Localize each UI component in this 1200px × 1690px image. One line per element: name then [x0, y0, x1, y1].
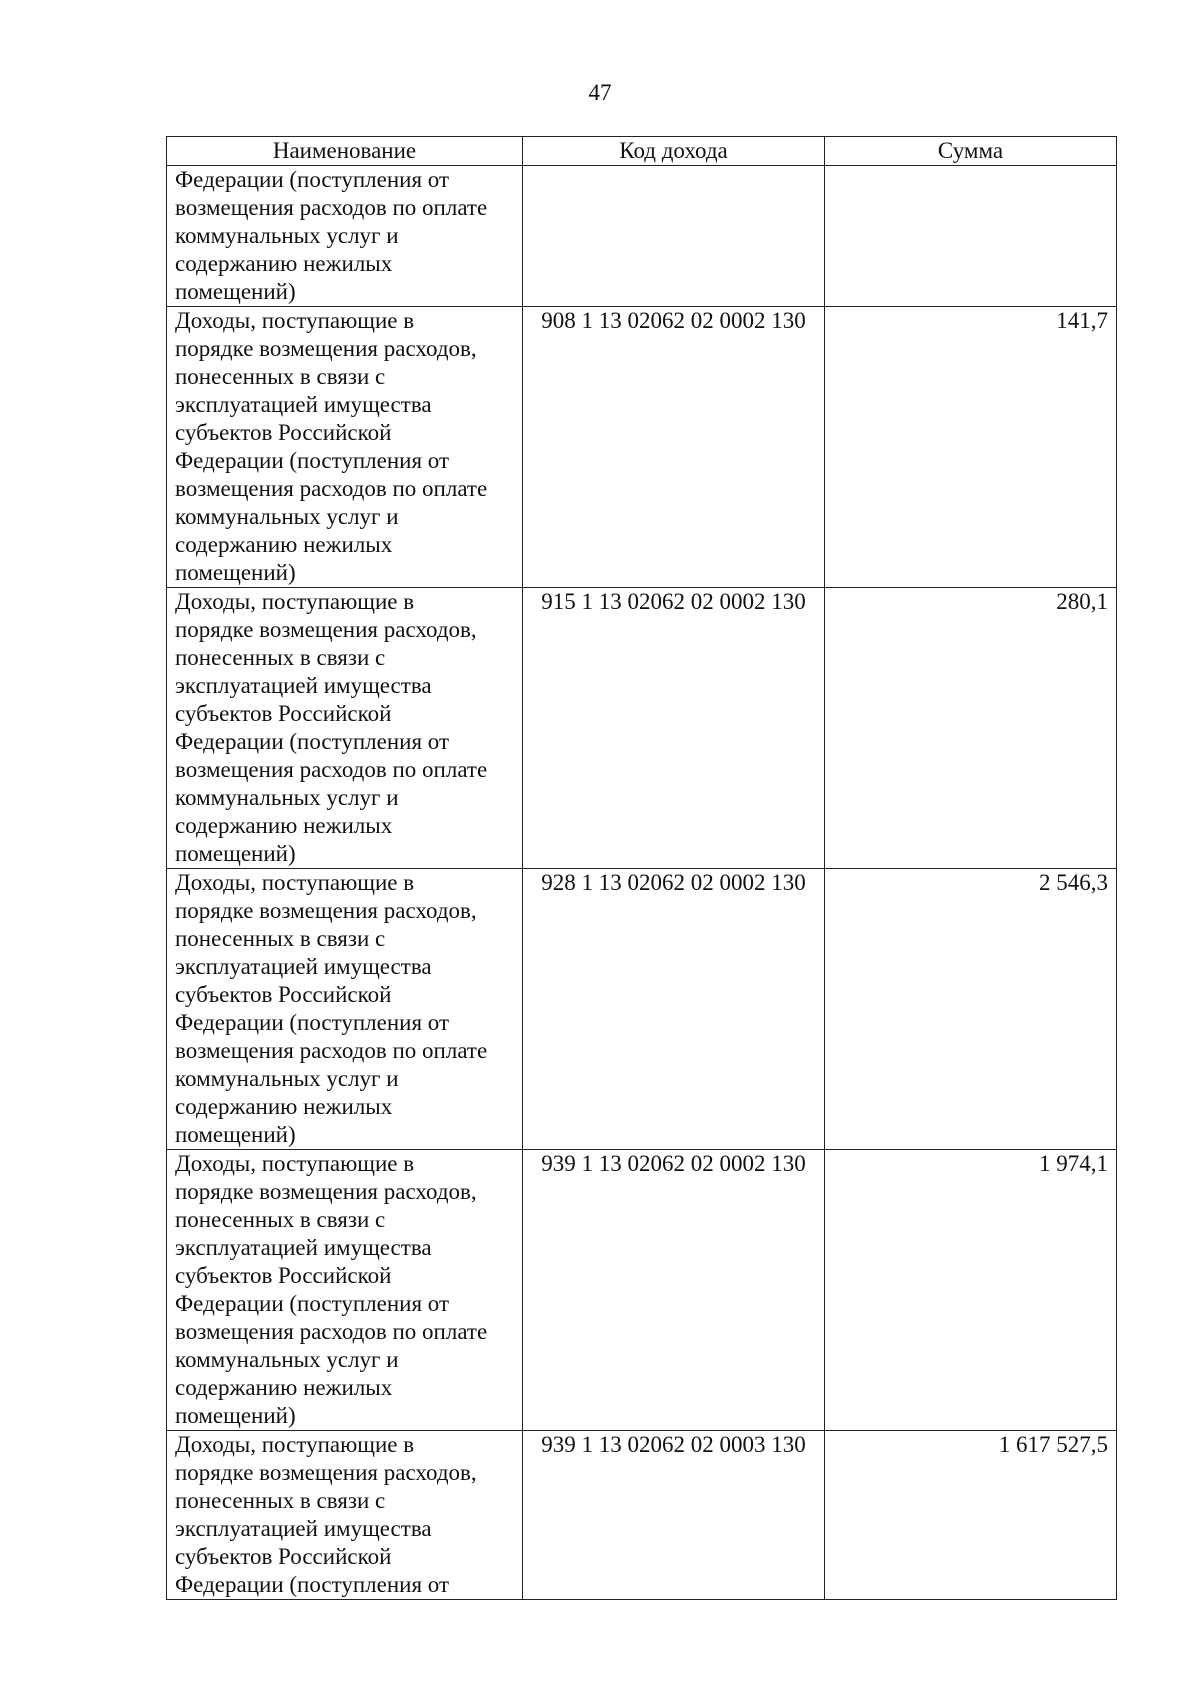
row-name: Доходы, поступающие в порядке возмещения расходов, понесенных в связи с эксплуатацией имущества субъектов Российской Федерации (поступления от возмещения расходов по оплате коммунальных услуг и содержанию нежилых помещений)	[167, 307, 523, 588]
row-name: Доходы, поступающие в порядке возмещения расходов, понесенных в связи с эксплуатацией имущества субъектов Российской Федерации (поступления от	[167, 1431, 523, 1600]
row-sum: 1 617 527,5	[825, 1431, 1117, 1600]
row-sum: 2 546,3	[825, 869, 1117, 1150]
header-name: Наименование	[167, 137, 523, 166]
row-code: 939 1 13 02062 02 0003 130	[523, 1431, 825, 1600]
row-sum: 1 974,1	[825, 1150, 1117, 1431]
row-code: 939 1 13 02062 02 0002 130	[523, 1150, 825, 1431]
page-number: 47	[588, 80, 612, 105]
row-code: 928 1 13 02062 02 0002 130	[523, 869, 825, 1150]
row-sum: 141,7	[825, 307, 1117, 588]
row-name: Доходы, поступающие в порядке возмещения расходов, понесенных в связи с эксплуатацией имущества субъектов Российской Федерации (поступления от возмещения расходов по оплате коммунальных услуг и содержанию нежилых помещений)	[167, 1150, 523, 1431]
table-row	[167, 307, 1117, 588]
table-row	[167, 869, 1117, 1150]
row-code: 908 1 13 02062 02 0002 130	[523, 307, 825, 588]
row-name: Доходы, поступающие в порядке возмещения расходов, понесенных в связи с эксплуатацией имущества субъектов Российской Федерации (поступления от возмещения расходов по оплате коммунальных услуг и содержанию нежилых помещений)	[167, 588, 523, 869]
table-row	[167, 1150, 1117, 1431]
header-code: Код дохода	[523, 137, 825, 166]
table-row	[167, 166, 1117, 307]
table-row	[167, 588, 1117, 869]
row-sum	[825, 166, 1117, 307]
table-header	[167, 137, 1117, 166]
revenue-table	[166, 136, 1117, 1600]
table-body	[167, 166, 1117, 1600]
row-code: 915 1 13 02062 02 0002 130	[523, 588, 825, 869]
row-code	[523, 166, 825, 307]
header-sum: Сумма	[825, 137, 1117, 166]
row-sum: 280,1	[825, 588, 1117, 869]
row-name: Доходы, поступающие в порядке возмещения расходов, понесенных в связи с эксплуатацией имущества субъектов Российской Федерации (поступления от возмещения расходов по оплате коммунальных услуг и содержанию нежилых помещений)	[167, 869, 523, 1150]
table-row	[167, 1431, 1117, 1600]
row-name: Федерации (поступления от возмещения расходов по оплате коммунальных услуг и содержанию нежилых помещений)	[167, 166, 523, 307]
header-row	[167, 137, 1117, 166]
